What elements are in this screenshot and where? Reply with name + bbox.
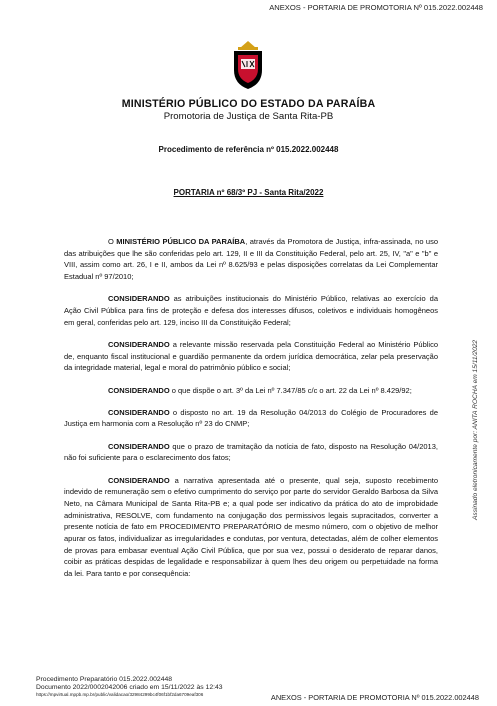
paragraph: CONSIDERANDO a narrativa apresentada até o presente, qual seja, suposto recebimento indevido de remuneração sem o efetivo cumprimento do serviço por parte do servidor Geraldo Barbosa da Silva Neto, na Câmara Municipal de Santa Rita-PB e; a qual pode ser indicativo da prática do ato de improbidade administrativa, RESOLVE, com fundamento na conjugação dos permissivos legais supracitados, converter a presente notícia de fato em PROCEDIMENTO PREPARATÓRIO de mesmo número, com o objetivo de melhor apurar os fatos, individualizar as irregularidades e condutas, por ventura, detectadas, além de colher elementos de provas para embasar eventual Ação Civil Pública, que por sua vez, possui o desiderato de reparar danos, coibir as práticas despidas de legalidade e responsabilizar à quem lhes deu origem ou perpetuidade na forma da lei. Para tanto e por consequência: [64, 475, 438, 579]
paragraph: CONSIDERANDO o que dispõe o art. 3º da Lei nº 7.347/85 c/c o art. 22 da Lei nº 8.429/92; [108, 385, 412, 395]
footer-info [36, 676, 223, 698]
coat-of-arms-icon [232, 40, 264, 90]
electronic-signature-note: Assinado eletronicamente por: ANITA ROCHA em 15/11/2022 [472, 339, 479, 520]
footer-procedure: Procedimento Preparatório 015.2022.002448 [36, 676, 173, 683]
reference-number: Procedimento de referência nº 015.2022.002448 [158, 145, 339, 154]
institution-name: MINISTÉRIO PÚBLICO DO ESTADO DA PARAÍBA [121, 98, 376, 110]
paragraph: CONSIDERANDO a relevante missão reservada pela Constituição Federal ao Ministério Público de, enquanto fiscal institucional e guardião permanente da ordem jurídica democrática, zelar pela preservação da integridade material, legal e moral do patrimônio público e social; [64, 339, 438, 373]
document-body [64, 236, 438, 590]
footer-validation-url[interactable]: https://mpvirtual.mppb.mp.br/public/validacao/32984299bc4f06f1bf2da6709eaf306 [36, 691, 204, 697]
header-document-title: ANEXOS - PORTARIA DE PROMOTORIA Nº 015.2022.002448 [269, 3, 483, 12]
institution-subtitle: Promotoria de Justiça de Santa Rita-PB [163, 111, 334, 122]
paragraph: CONSIDERANDO que o prazo de tramitação da notícia de fato, disposto na Resolução 04/2013, não foi suficiente para o esclarecimento dos fatos; [64, 441, 438, 463]
paragraph: CONSIDERANDO o disposto no art. 19 da Resolução 04/2013 do Colégio de Procuradores de Justiça em harmonia com a Resolução nº 23 do CNMP; [64, 407, 438, 429]
footer-document: Documento 2022/0002042006 criado em 15/11/2022 às 12:43 [36, 683, 223, 691]
paragraph: O MINISTÉRIO PÚBLICO DA PARAÍBA, através da Promotora de Justiça, infra-assinada, no uso das atribuições que lhe são conferidas pelo art. 129, II e III da Constituição Federal, pelo art. 25, IV, "a" e "b" e VIII, assim como art. 26, I e II, ambos da Lei nº 8.625/93 e pelas disposições correlatas da Lei Complementar Estadual nº 97/2010; [64, 237, 439, 282]
portaria-title: PORTARIA nº 68/3º PJ - Santa Rita/2022 [173, 188, 324, 197]
paragraph: CONSIDERANDO as atribuições institucionais do Ministério Público, relativas ao exercício da Ação Civil Pública para fins de proteção e defesa dos interesses difusos, coletivos e individuais homogêneos em geral, conferidas pelo art. 129, inciso III da Constituição Federal; [64, 294, 438, 327]
footer-document-title: ANEXOS - PORTARIA DE PROMOTORIA Nº 015.2022.002448 [270, 693, 479, 702]
